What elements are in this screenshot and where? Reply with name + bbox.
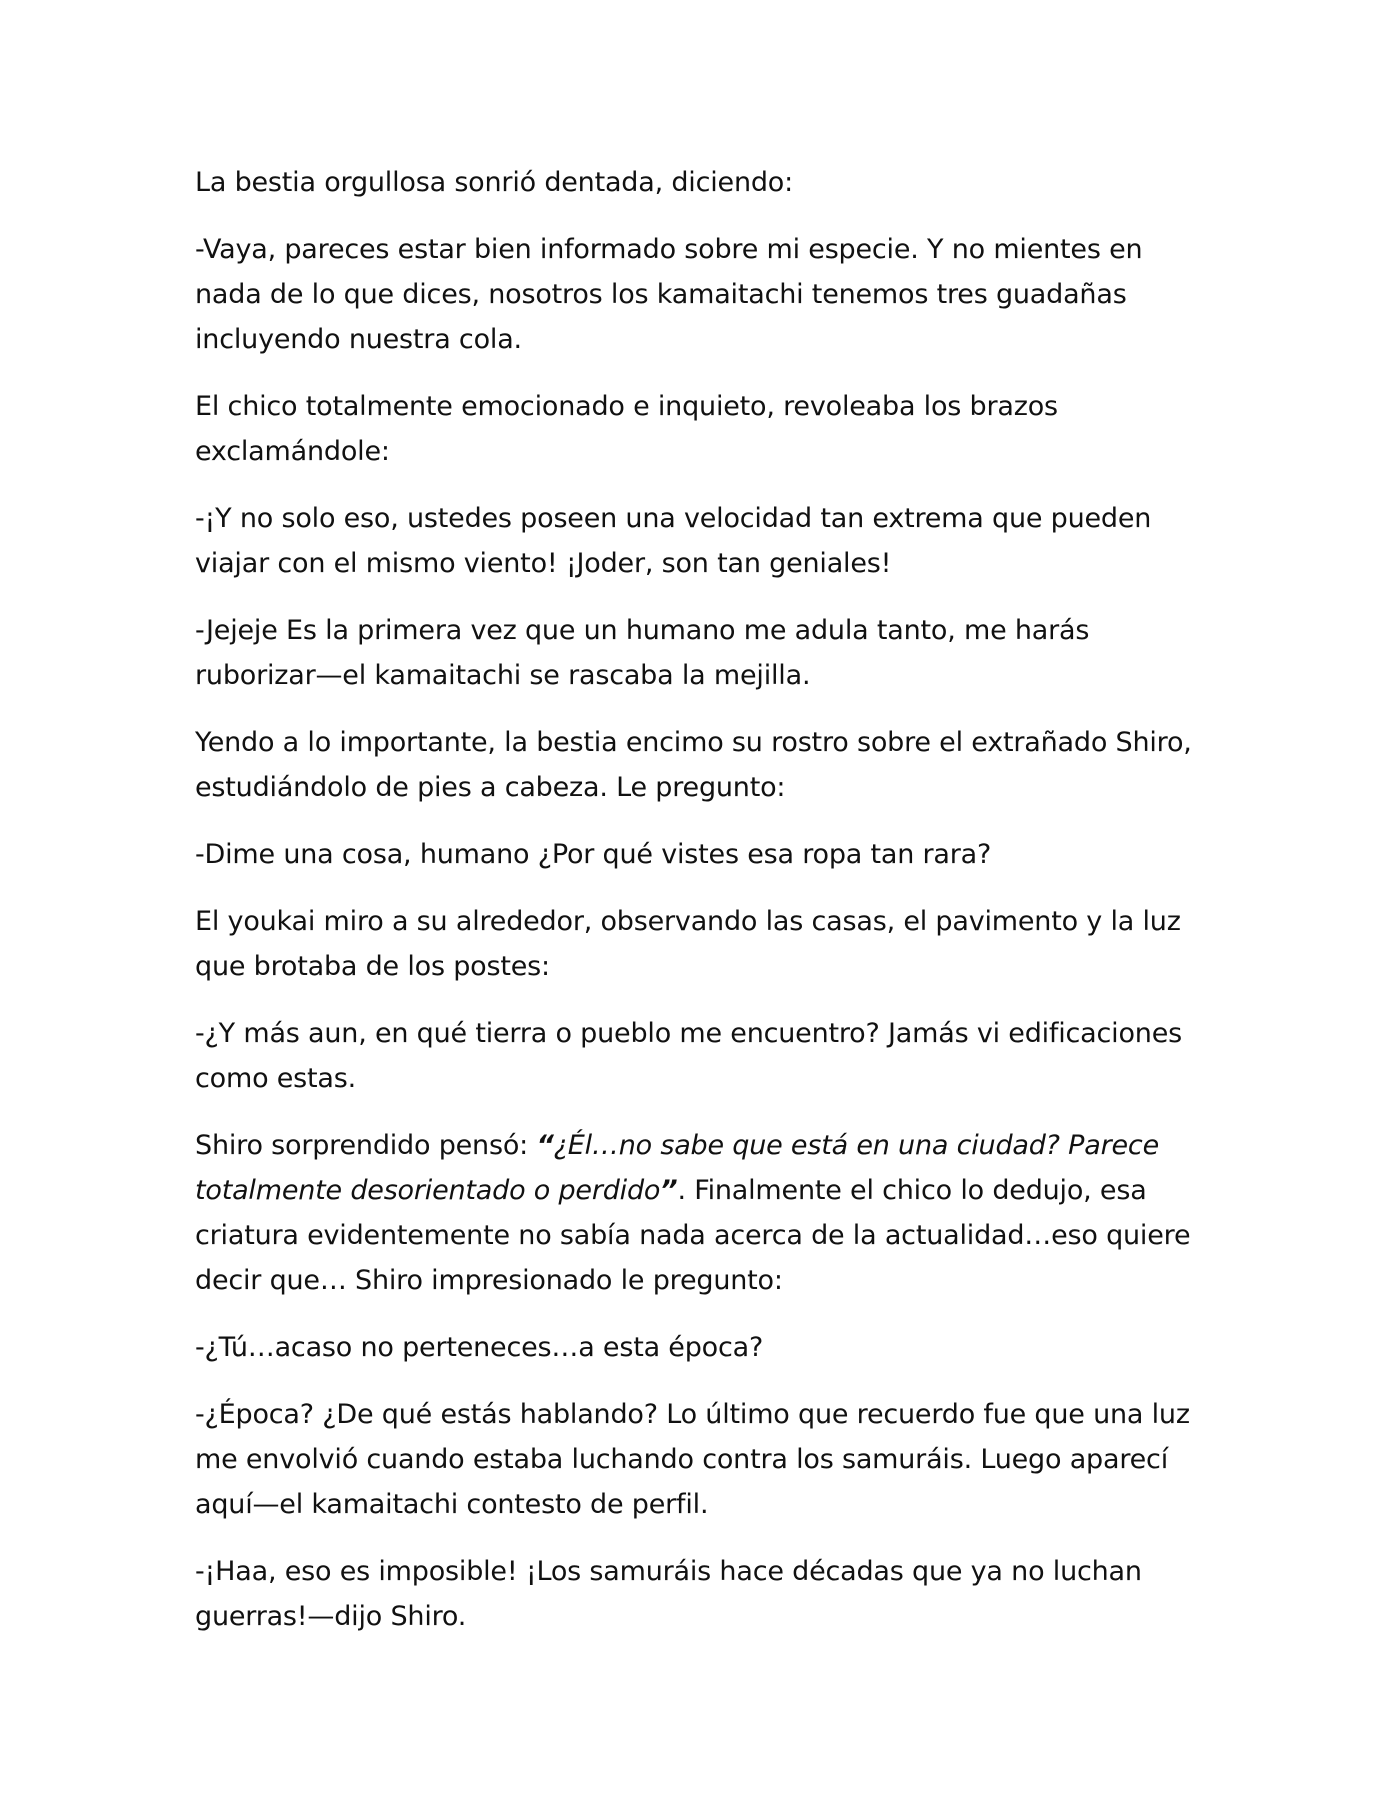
paragraph: -Dime una cosa, humano ¿Por qué vistes esa ropa tan rara?: [195, 839, 992, 870]
quote-mark-open: “: [536, 1130, 554, 1161]
quote-mark-close: ”: [660, 1175, 678, 1206]
paragraph: Yendo a lo importante, la bestia encimo su rostro sobre el extrañado Shiro, estudiándolo de pies a cabeza. Le pregunto:: [195, 727, 1192, 803]
paragraph: -¿Época? ¿De qué estás hablando? Lo último que recuerdo fue que una luz me envolvió cuando estaba luchando contra los samuráis. Luego aparecí aquí—el kamaitachi contesto de perfil.: [195, 1399, 1190, 1520]
paragraph: La bestia orgullosa sonrió dentada, diciendo:: [195, 167, 794, 198]
paragraph: El youkai miro a su alrededor, observando las casas, el pavimento y la luz que brotaba de los postes:: [195, 906, 1181, 982]
paragraph-thought: [195, 1123, 1215, 1303]
paragraph: -¡Y no solo eso, ustedes poseen una velocidad tan extrema que pueden viajar con el mismo viento! ¡Joder, son tan geniales!: [195, 503, 1152, 579]
narration-text: . Finalmente el chico lo dedujo, esa criatura evidentemente no sabía nada acerca de la actualidad…eso quiere decir que… Shiro impresionado le pregunto:: [195, 1175, 1191, 1296]
paragraph: -¡Haa, eso es imposible! ¡Los samuráis hace décadas que ya no luchan guerras!—dijo Shiro.: [195, 1556, 1142, 1632]
paragraph: -Jejeje Es la primera vez que un humano me adula tanto, me harás ruborizar—el kamaitachi se rascaba la mejilla.: [195, 615, 1090, 691]
document-page: [195, 160, 1215, 1661]
paragraph: -¿Tú…acaso no perteneces…a esta época?: [195, 1332, 764, 1363]
thought-text: ¿Él…no sabe que está en una ciudad? Parece totalmente desorientado o perdido: [195, 1130, 1159, 1206]
paragraph: -Vaya, pareces estar bien informado sobre mi especie. Y no mientes en nada de lo que dices, nosotros los kamaitachi tenemos tres guadañas incluyendo nuestra cola.: [195, 234, 1143, 355]
narration-text: Shiro sorprendido pensó:: [195, 1130, 537, 1161]
paragraph: El chico totalmente emocionado e inquieto, revoleaba los brazos exclamándole:: [195, 391, 1058, 467]
paragraph: -¿Y más aun, en qué tierra o pueblo me encuentro? Jamás vi edificaciones como estas.: [195, 1018, 1182, 1094]
